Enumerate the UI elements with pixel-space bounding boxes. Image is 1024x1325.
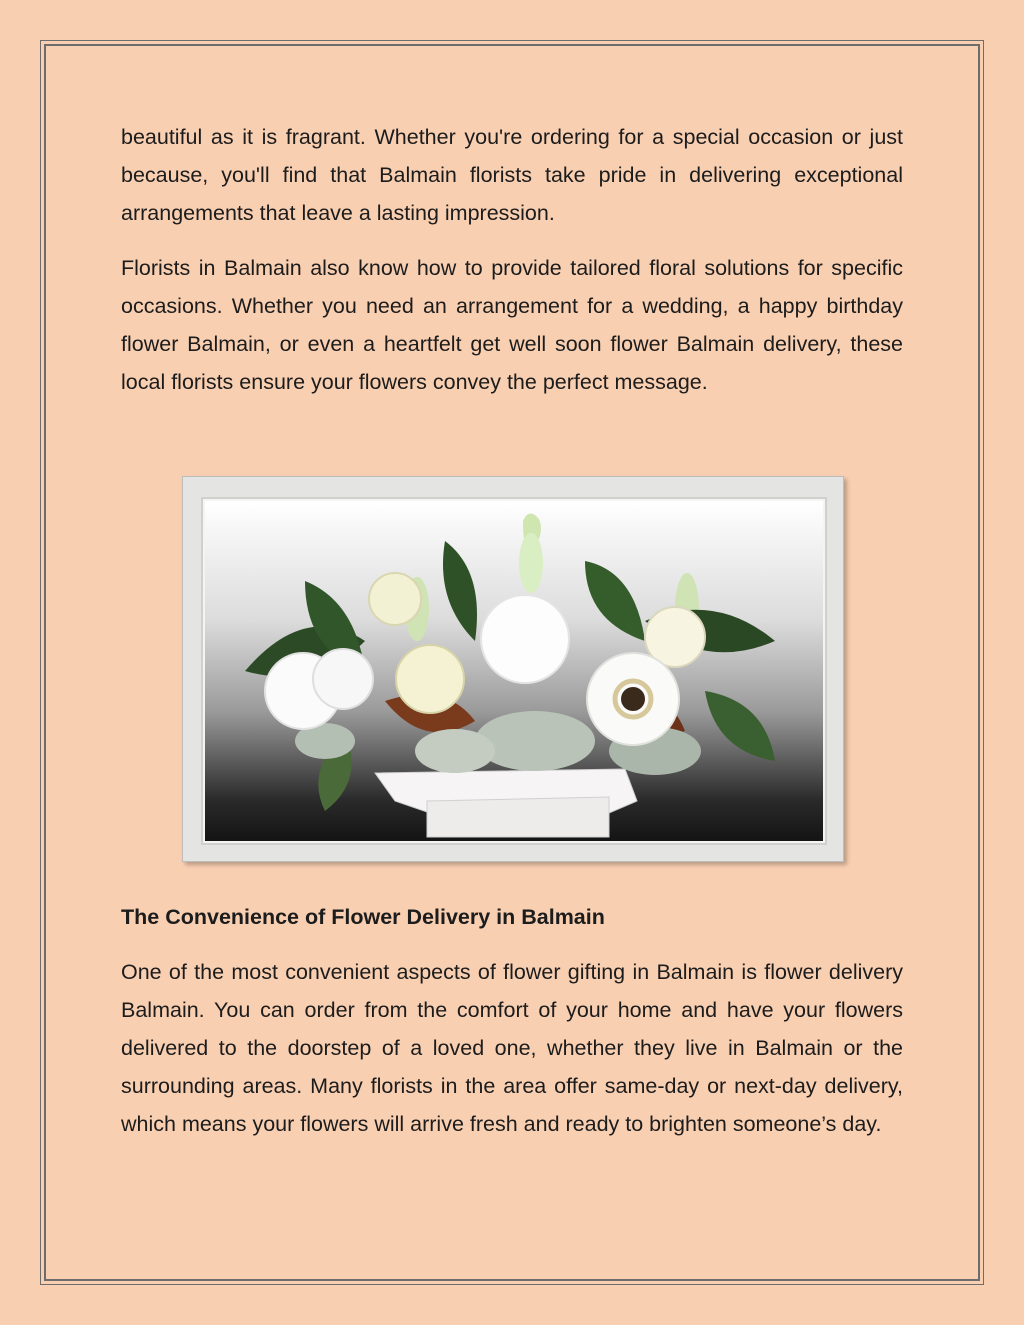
intro-text-block bbox=[121, 118, 903, 401]
section-paragraph: One of the most convenient aspects of flower gifting in Balmain is flower delivery Balmain. You can order from the comfort of your home and have your flowers delivered to the doorstep of a loved one, whether they live in Balmain or the surrounding areas. Many florists in the area offer same-day or next-day delivery, which means your flowers will arrive fresh and ready to brighten someone’s day. bbox=[121, 960, 903, 1136]
section-text-block bbox=[121, 953, 903, 1143]
photo-frame bbox=[182, 476, 844, 862]
flower-arrangement-icon bbox=[205, 501, 823, 841]
paragraph-1: beautiful as it is fragrant. Whether you're ordering for a special occasion or just because, you'll find that Balmain florists take pride in delivering exceptional arrangements that leave a lasting impression. bbox=[121, 125, 903, 225]
paragraph-2: Florists in Balmain also know how to provide tailored floral solutions for specific occasions. Whether you need an arrangement for a wedding, a happy birthday flower Balmain, or even a heartfelt get well soon flower Balmain delivery, these local florists ensure your flowers convey the perfect message. bbox=[121, 256, 903, 394]
photo-bevel bbox=[201, 497, 827, 845]
flower-arrangement-photo bbox=[205, 501, 823, 841]
section-heading: The Convenience of Flower Delivery in Balmain bbox=[121, 905, 605, 929]
